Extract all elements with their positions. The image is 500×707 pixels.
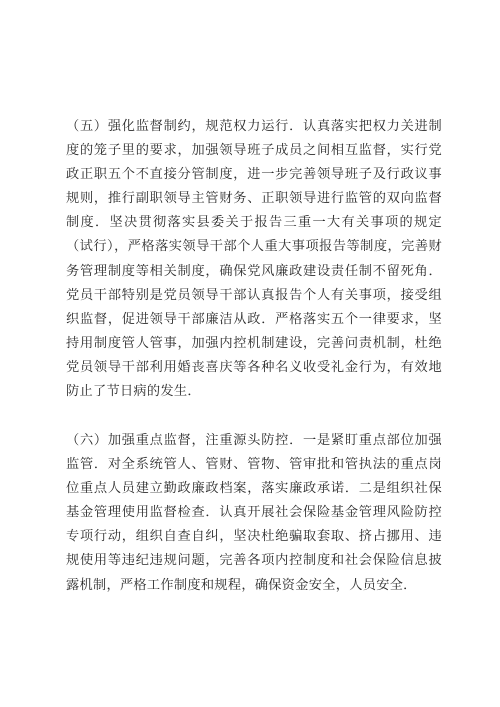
paragraph-section-6: （六）加强重点监督，注重源头防控．一是紧盯重点部位加强监管．对全系统管人、管财、管物、管审批和管执法的重点岗位重点人员建立勤政廉政档案，落实廉政承诺．二是组织社保基金管理使用监督检查．认真开展社会保险基金管理风险防控专项行动，组织自查自纠，坚决杜绝骗取套取、挤占挪用、违规使用等违纪违规问题，完善各项内控制度和社会保险信息披露机制，严格工作制度和规程，确保资金安全，人员安全． (66, 433, 442, 593)
paragraph-section-5: （五）强化监督制约，规范权力运行．认真落实把权力关进制度的笼子里的要求，加强领导班子成员之间相互监督，实行党政正职五个不直接分管制度，进一步完善领导班子及行政议事规则，推行副职领导主管财务、正职领导进行监管的双向监督制度．坚决贯彻落实县委关于报告三重一大有关事项的规定（试行），严格落实领导干部个人重大事项报告等制度，完善财务管理制度等相关制度，确保党风廉政建设责任制不留死角．党员干部特别是党员领导干部认真报告个人有关事项，接受组织监督，促进领导干部廉洁从政．严格落实五个一律要求，坚持用制度管人管事，加强内控机制建设，完善问责机制，杜绝党员领导干部利用婚丧喜庆等各种名义收受礼金行为，有效地防止了节日病的发生． (66, 119, 442, 400)
